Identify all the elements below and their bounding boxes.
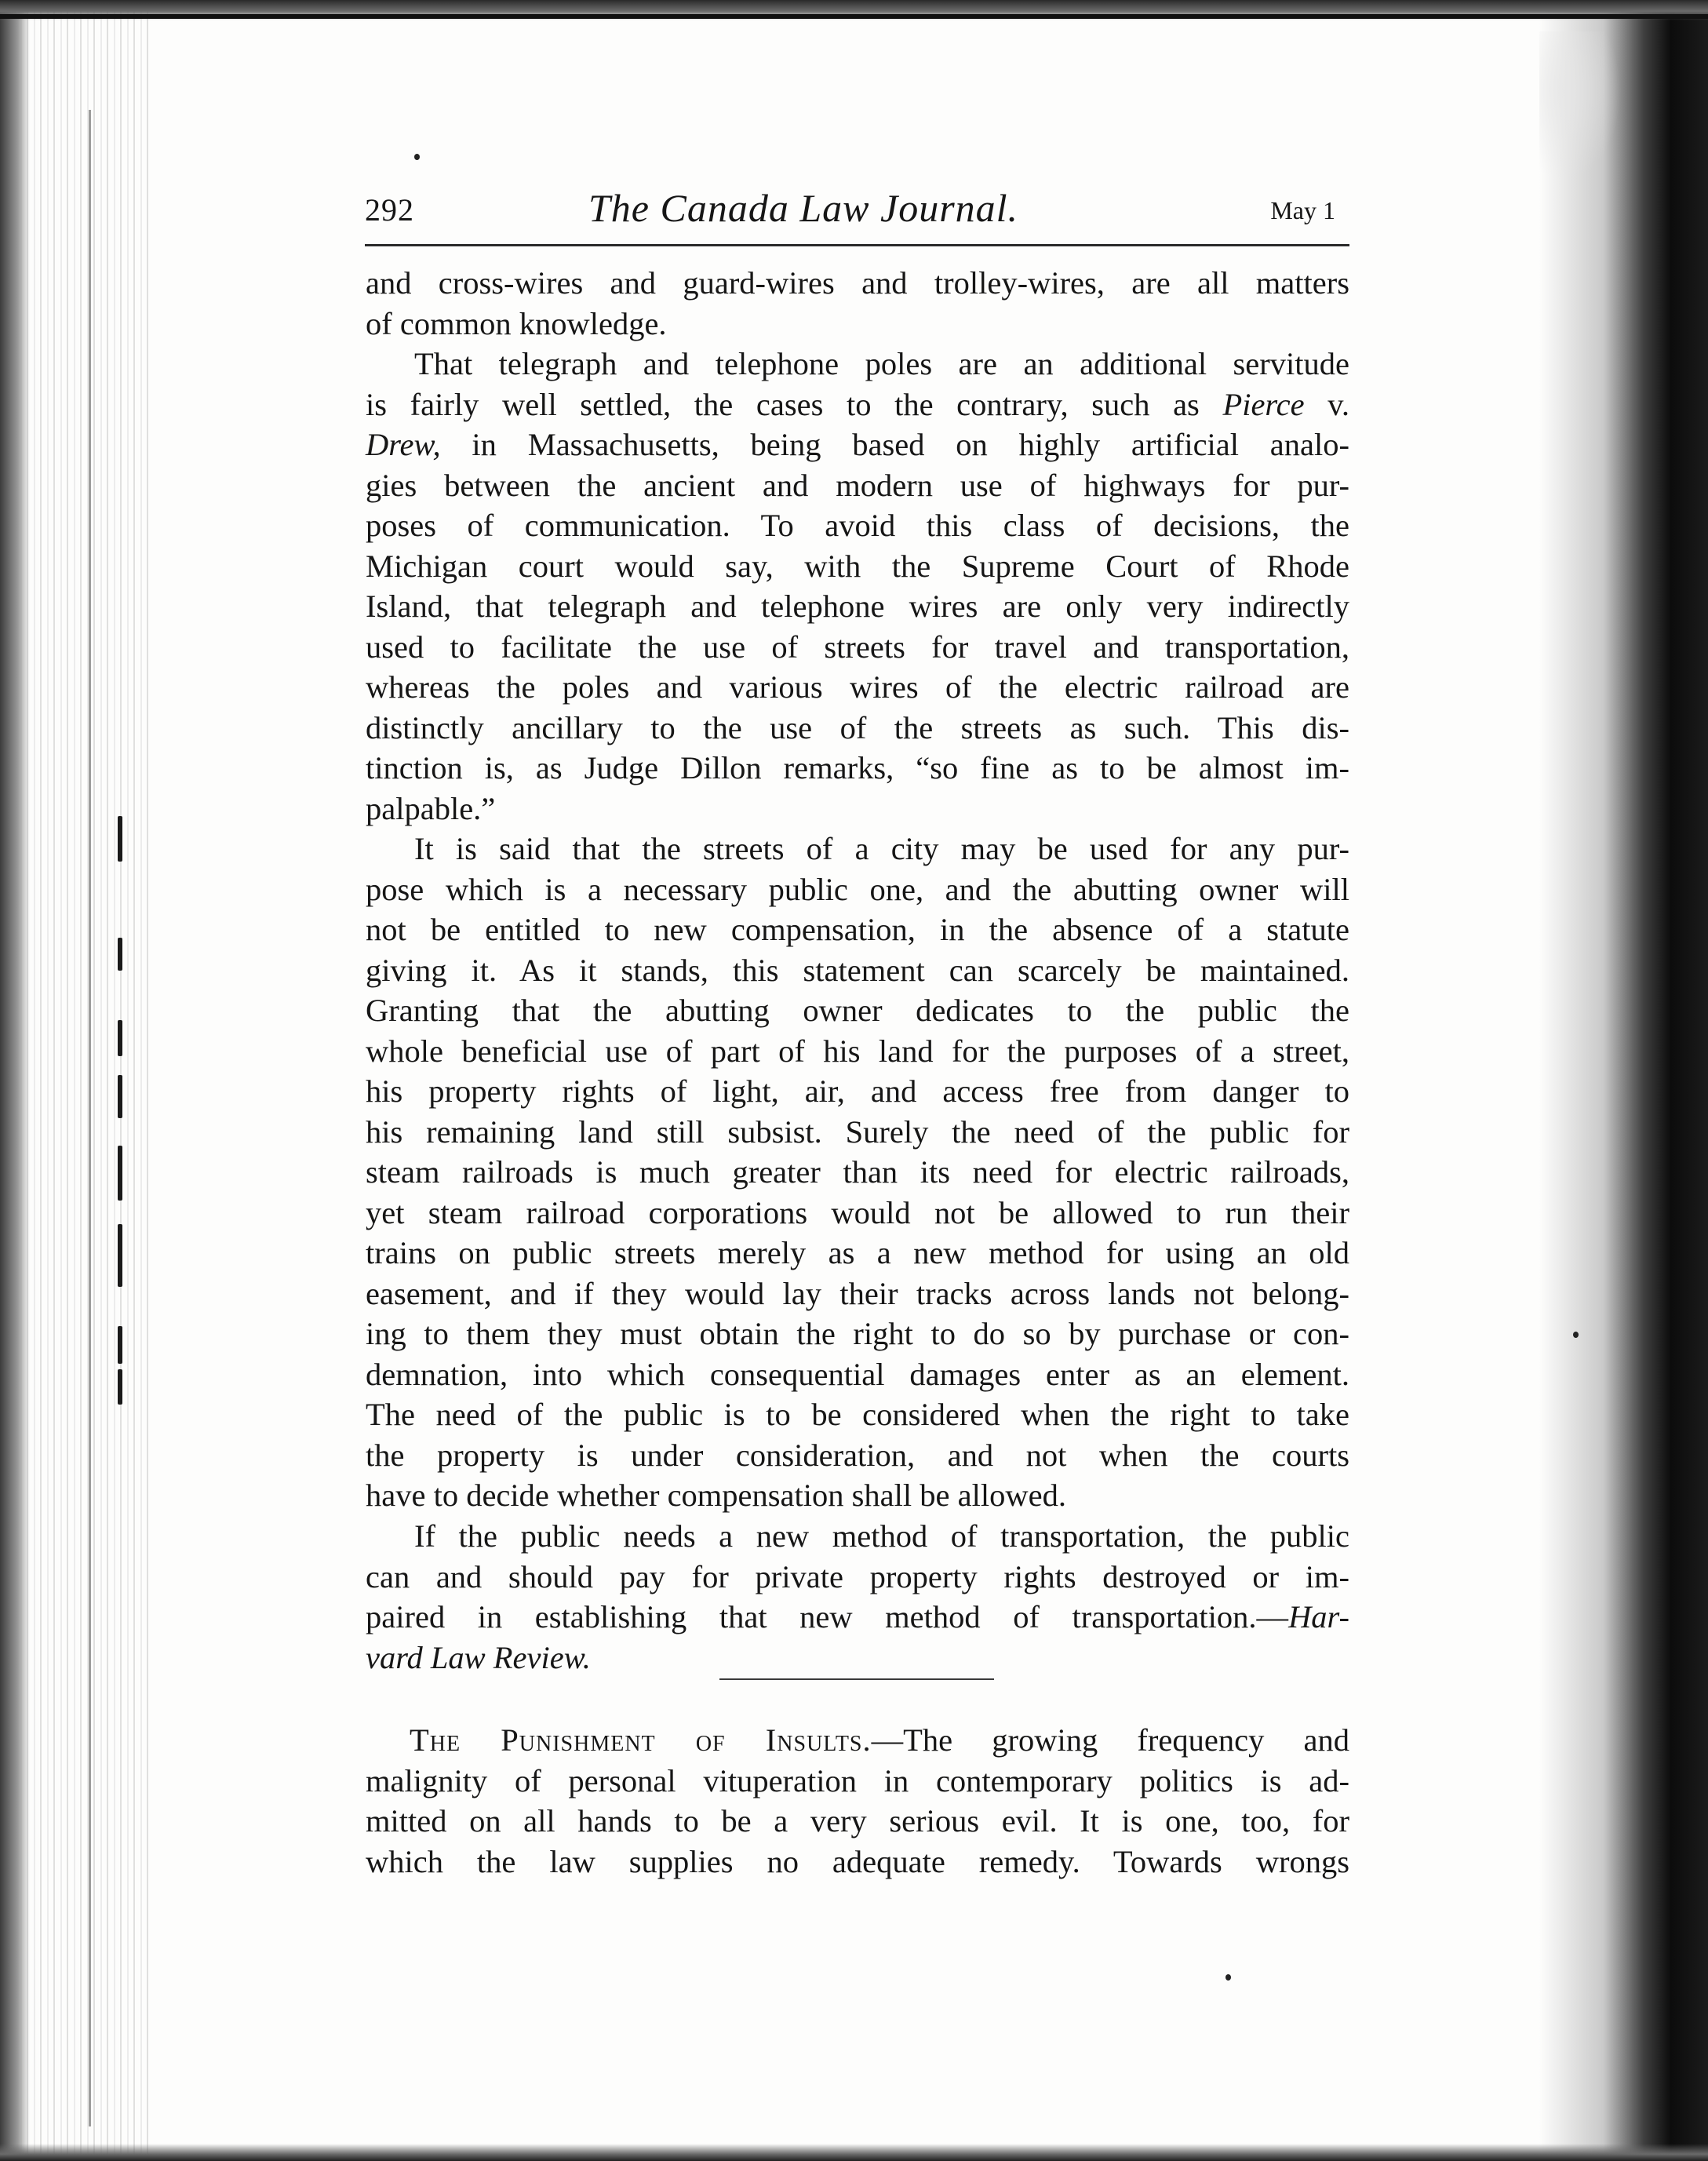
margin-mark (118, 816, 122, 862)
text-line (366, 1597, 1349, 1638)
text-line: can and should pay for private property rights destroyed or im- (366, 1558, 1349, 1594)
paragraph-5 (366, 1720, 1349, 1882)
gutter-line (89, 110, 91, 2126)
speck (414, 154, 420, 160)
text-line (366, 384, 1349, 425)
section-separator (719, 1678, 994, 1680)
paragraph-1 (366, 263, 1349, 344)
paragraph-4 (366, 1516, 1349, 1678)
text-line: have to decide whether compensation shall be allowed. (366, 1478, 1066, 1513)
paragraph-2 (366, 344, 1349, 829)
text-line: of common knowledge. (366, 305, 667, 341)
text-line (366, 425, 1349, 465)
text-line: trains on public streets merely as a new method for using an old (366, 1235, 1349, 1270)
text-span: is fairly well settled, the cases to the contrary, such as (366, 386, 1200, 422)
left-scan-edge (0, 0, 30, 2161)
top-scan-line (0, 14, 1708, 19)
text-span: in Massachusetts, being based on highly artificial analo- (472, 427, 1349, 462)
text-line: not be entitled to new compensation, in the absence of a statute (366, 912, 1349, 947)
text-line: poses of communication. To avoid this class of decisions, the (366, 508, 1349, 543)
paragraph-3 (366, 829, 1349, 1516)
text-line: malignity of personal vituperation in contemporary politics is ad- (366, 1762, 1349, 1798)
source-citation: vard Law Review. (366, 1639, 591, 1675)
margin-mark (118, 1075, 122, 1118)
text-line: ing to them they must obtain the right to do so by purchase or con- (366, 1316, 1349, 1351)
text-line: steam railroads is much greater than its need for electric railroads, (366, 1154, 1349, 1190)
text-line: easement, and if they would lay their tracks across lands not belong- (366, 1275, 1349, 1311)
text-line: his property rights of light, air, and access free from danger to (366, 1073, 1349, 1109)
text-line: demnation, into which consequential damages enter as an element. (366, 1356, 1349, 1392)
text-line: If the public needs a new method of transportation, the public (414, 1518, 1349, 1554)
text-line: That telegraph and telephone poles are an additional servitude (414, 346, 1349, 381)
speck (1573, 1332, 1579, 1338)
margin-mark (118, 1224, 122, 1287)
text-line: the property is under consideration, and not when the courts (366, 1437, 1349, 1473)
page-number: 292 (365, 192, 414, 228)
speck (1225, 1974, 1231, 1981)
text-line: tinction is, as Judge Dillon remarks, “so fine as to be almost im- (366, 750, 1349, 785)
text-line: Island, that telegraph and telephone wires are only very indirectly (366, 589, 1349, 624)
case-name: Pierce (1222, 386, 1305, 422)
text-span: paired in establishing that new method of transportation.— (366, 1599, 1289, 1634)
text-line: distinctly ancillary to the use of the streets as such. This dis- (366, 709, 1349, 745)
text-span: —The growing frequency and (871, 1722, 1349, 1758)
journal-title: The Canada Law Journal. (588, 186, 1019, 230)
text-line (366, 1638, 1349, 1678)
section-heading: The Punishment of Insults. (410, 1722, 872, 1758)
text-line: gies between the ancient and modern use of highways for pur- (366, 467, 1349, 503)
text-line: whereas the poles and various wires of the electric railroad are (366, 669, 1349, 705)
text-span: v. (1327, 386, 1350, 422)
text-line: pose which is a necessary public one, and the abutting owner will (366, 871, 1349, 907)
text-line: Granting that the abutting owner dedicates to the public the (366, 993, 1349, 1028)
right-scan-edge (1539, 0, 1708, 2161)
margin-mark (118, 1369, 122, 1405)
margin-mark (118, 938, 122, 971)
case-name: Drew, (366, 427, 441, 462)
margin-mark (118, 1020, 122, 1056)
source-citation: Har- (1288, 1599, 1349, 1634)
text-line: used to facilitate the use of streets for travel and transportation, (366, 629, 1349, 665)
text-line: yet steam railroad corporations would not be allowed to run their (366, 1194, 1349, 1230)
running-header (365, 185, 1349, 240)
text-line: his remaining land still subsist. Surely the need of the public for (366, 1113, 1349, 1150)
text-line: Michigan court would say, with the Supreme Court of Rhode (366, 548, 1349, 584)
issue-date: May 1 (1270, 196, 1335, 224)
text-line: palpable.” (366, 790, 496, 826)
text-line: giving it. As it stands, this statement can scarcely be maintained. (366, 952, 1349, 988)
text-line: whole beneficial use of part of his land for the purposes of a street, (366, 1033, 1349, 1069)
text-line: and cross-wires and guard-wires and trolley-wires, are all matters (366, 265, 1349, 301)
bottom-scan-edge (0, 2144, 1708, 2161)
margin-mark (118, 1146, 122, 1201)
header-rule (365, 244, 1349, 246)
text-line: mitted on all hands to be a very serious evil. It is one, too, for (366, 1803, 1349, 1838)
margin-mark (118, 1326, 122, 1364)
right-edge-highlight (1539, 31, 1622, 180)
text-line (366, 1720, 1349, 1761)
text-line: It is said that the streets of a city may be used for any pur- (414, 831, 1349, 866)
text-line: which the law supplies no adequate remedy. Towards wrongs (366, 1843, 1349, 1879)
text-line: The need of the public is to be considered when the right to take (366, 1397, 1349, 1432)
